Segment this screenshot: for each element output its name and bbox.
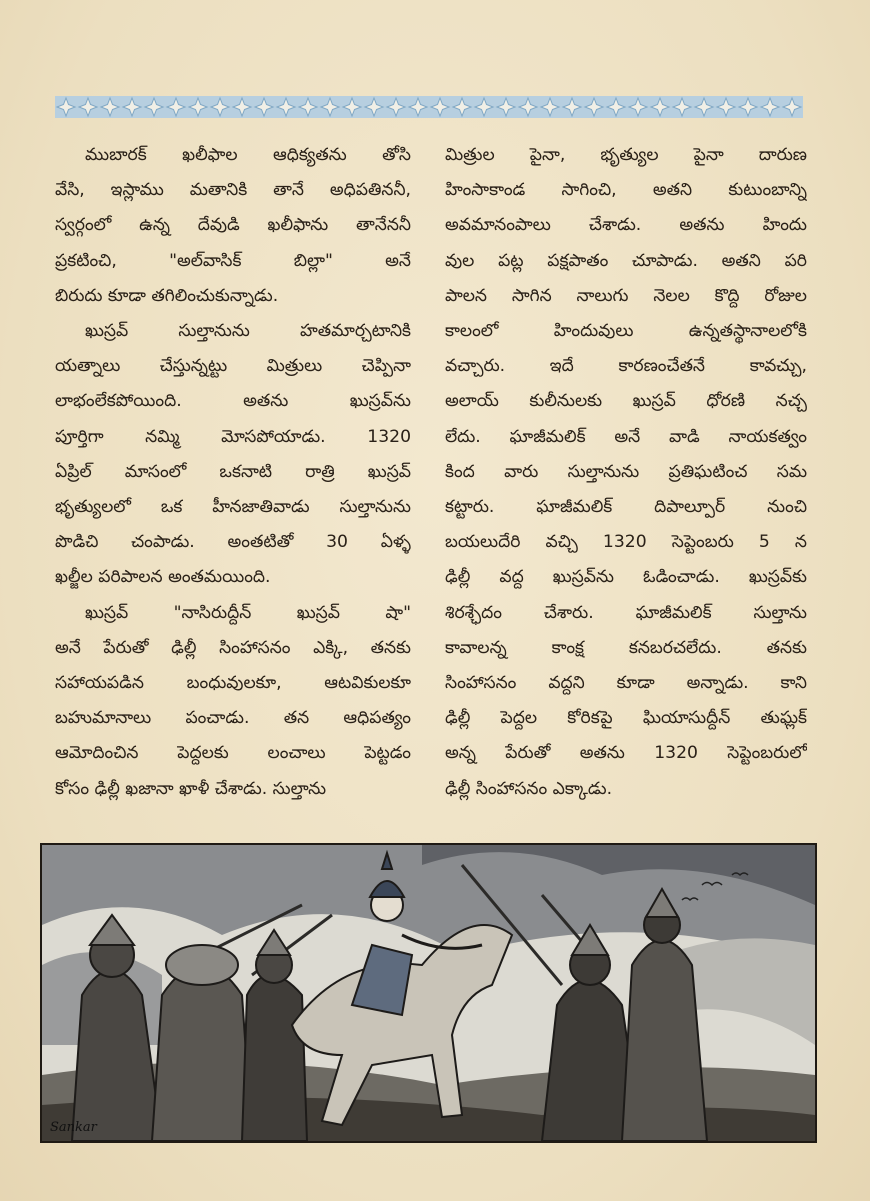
- text-line: ఏప్రిల్ మాసంలో ఒకనాటి రాత్రి ఖుస్రవ్: [55, 461, 411, 482]
- text-line: బిరుదు కూడా తగిలించుకున్నాడు.: [55, 285, 279, 306]
- text-line: స్వర్గంలో ఉన్న దేవుడి ఖలీఫాను తానేననీ: [55, 215, 411, 236]
- decorative-border: [55, 94, 803, 120]
- text-line: ప్రకటించి, "అల్‌వాసిక్ బిల్లా" అనే: [55, 250, 411, 271]
- text-line: యత్నాలు చేస్తున్నట్టు మిత్రులు చెప్పినా: [55, 356, 411, 377]
- text-line: ఢిల్లీ వద్ద ఖుస్రవ్‌ను ఓడించాడు. ఖుస్రవ్‌కు: [445, 567, 807, 588]
- right-text-column: [445, 138, 807, 807]
- text-line: ఆమోదించిన పెద్దలకు లంచాలు పెట్టడం: [55, 743, 411, 764]
- text-line: అలాయ్ కులీనులకు ఖుస్రవ్ ధోరణి నచ్చ: [445, 391, 807, 412]
- text-line: వేసి, ఇస్లాము మతానికి తానే అధిపతిననీ,: [55, 180, 411, 201]
- text-line: కోసం ఢిల్లీ ఖజానా ఖాళీ చేశాడు. సుల్తాను: [55, 778, 327, 799]
- text-line: ఖుస్రవ్ "నాసిరుద్దీన్ ఖుస్రవ్ షా": [85, 602, 411, 623]
- text-line: ఢిల్లీ సింహాసనం ఎక్కాడు.: [445, 778, 613, 799]
- left-text-column: [55, 138, 411, 807]
- text-line: లాభంలేకపోయింది. అతను ఖుస్రవ్‌ను: [55, 391, 411, 412]
- text-line: వచ్చారు. ఇదే కారణంచేతనే కావచ్చు,: [445, 356, 807, 377]
- text-line: ఢిల్లీ పెద్దల కోరికపై ఘియాసుద్దీన్ తుఘ్లక్: [445, 708, 807, 729]
- text-line: పూర్తిగా నమ్మి మోసపోయాడు. 1320: [55, 426, 411, 447]
- text-line: కావాలన్న కాంక్ష కనబరచలేదు. తనకు: [445, 637, 807, 658]
- text-line: కట్టారు. ఘాజీమలిక్ దిపాల్పూర్ నుంచి: [445, 497, 807, 518]
- text-line: సహాయపడిన బంధువులకూ, ఆటవికులకూ: [55, 673, 411, 694]
- text-line: వుల పట్ల పక్షపాతం చూపాడు. అతని పరి: [445, 250, 807, 271]
- text-line: ముబారక్ ఖలీఫాల ఆధిక్యతను తోసి: [85, 145, 411, 165]
- text-line: భృత్యులలో ఒక హీనజాతివాడు సుల్తానును: [55, 497, 411, 518]
- text-line: లేదు. ఘాజీమలిక్ అనే వాడి నాయకత్వం: [445, 426, 807, 447]
- text-line: అన్న పేరుతో అతను 1320 సెప్టెంబరులో: [445, 743, 807, 764]
- illustration-drawing: [42, 845, 815, 1141]
- text-line: మిత్రుల పైనా, భృత్యుల పైనా దారుణ: [445, 145, 807, 165]
- text-line: బయలుదేరి వచ్చి 1320 సెప్టెంబరు 5 న: [445, 532, 807, 553]
- artist-signature: Sankar: [50, 1120, 97, 1135]
- text-line: పొడిచి చంపాడు. అంతటితో 30 ఏళ్ళ: [55, 532, 411, 553]
- text-line: పాలన సాగిన నాలుగు నెలల కొద్ది రోజుల: [445, 285, 807, 306]
- text-line: అనే పేరుతో ఢిల్లీ సింహాసనం ఎక్కి, తనకు: [55, 637, 411, 658]
- text-line: హింసాకాండ సాగించి, అతని కుటుంబాన్ని: [445, 180, 807, 201]
- text-line: కింద వారు సుల్తానును ప్రతిఘటించ సమ: [445, 461, 807, 482]
- battle-illustration: [40, 843, 817, 1143]
- text-line: కాలంలో హిందువులు ఉన్నతస్థానాలలోకి: [445, 321, 807, 342]
- text-line: అవమానంపాలు చేశాడు. అతను హిందు: [445, 215, 807, 236]
- text-line: శిరశ్ఛేదం చేశారు. ఘాజీమలిక్ సుల్తాను: [445, 602, 807, 623]
- text-line: బహుమానాలు పంచాడు. తన ఆధిపత్యం: [55, 708, 411, 729]
- text-line: ఖుస్రవ్ సుల్తానును హతమార్చటానికి: [85, 321, 411, 342]
- text-line: సింహాసనం వద్దని కూడా అన్నాడు. కాని: [445, 673, 807, 694]
- text-line: ఖల్జీల పరిపాలన అంతమయింది.: [55, 567, 271, 588]
